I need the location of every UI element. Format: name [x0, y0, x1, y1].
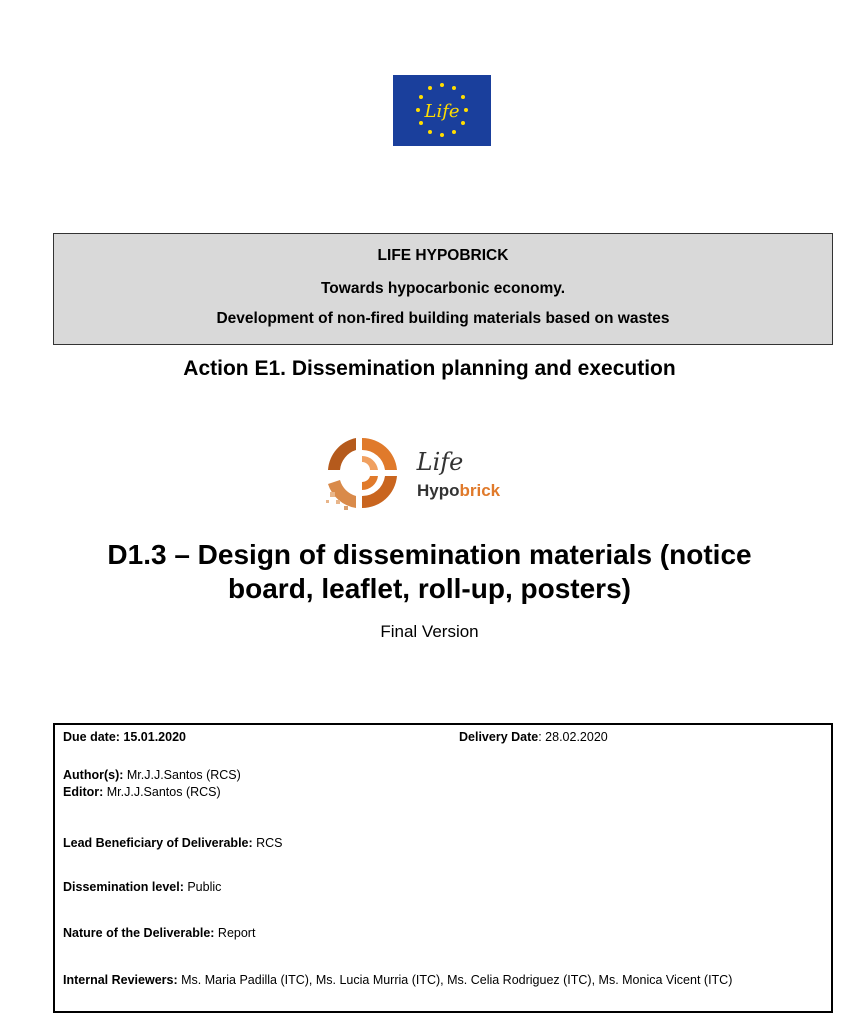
dissemination-level — [63, 880, 823, 895]
project-description: Development of non-fired building materials based on wastes — [216, 310, 670, 327]
project-header-box — [53, 233, 833, 345]
hypobrick-word-orange: brick — [459, 481, 501, 500]
deliverable-title-line1: D1.3 – Design of dissemination materials (notice — [107, 539, 752, 570]
deliverable-version: Final Version — [380, 622, 479, 641]
project-subtitle: Towards hypocarbonic economy. — [320, 280, 566, 297]
deliverable-title-line2: board, leaflet, roll-up, posters) — [228, 573, 631, 604]
deliverable-nature — [63, 926, 823, 941]
editor-value: Mr.J.J.Santos (RCS) — [103, 785, 221, 799]
eu-life-logo — [393, 75, 491, 146]
eu-life-wordmark: Life — [424, 101, 460, 122]
hypobrick-wordmark — [417, 481, 501, 500]
editor — [63, 785, 823, 800]
authors — [63, 768, 823, 783]
delivery-date-value: : 28.02.2020 — [538, 730, 608, 744]
delivery-date — [459, 730, 608, 744]
due-date-label: Due date: 15.01.2020 — [63, 730, 186, 744]
deliverable-nature-label: Nature of the Deliverable: — [63, 926, 215, 940]
deliverable-title — [0, 538, 859, 606]
project-name: LIFE HYPOBRICK — [377, 247, 509, 264]
lead-beneficiary-value: RCS — [252, 836, 283, 850]
brick-swirl-icon — [326, 438, 397, 510]
editor-label: Editor: — [63, 785, 104, 799]
action-title: Action E1. Dissemination planning and execution — [183, 357, 676, 380]
lead-beneficiary — [63, 836, 823, 851]
authors-value: Mr.J.J.Santos (RCS) — [123, 768, 241, 782]
internal-reviewers — [63, 973, 823, 988]
hypobrick-life-script: Life — [416, 448, 464, 476]
delivery-date-label: Delivery Date — [459, 730, 539, 744]
internal-reviewers-label: Internal Reviewers: — [63, 973, 178, 987]
internal-reviewers-value: Ms. Maria Padilla (ITC), Ms. Lucia Murria (ITC), Ms. Celia Rodriguez (ITC), Ms. Monica Vicent (ITC) — [177, 973, 733, 987]
due-date — [63, 730, 823, 745]
authors-label: Author(s): — [63, 768, 124, 782]
lead-beneficiary-label: Lead Beneficiary of Deliverable: — [63, 836, 253, 850]
deliverable-info-box — [53, 723, 833, 1013]
dissemination-level-label: Dissemination level: — [63, 880, 184, 894]
hypobrick-logo — [322, 430, 512, 516]
dissemination-level-value: Public — [183, 880, 222, 894]
deliverable-nature-value: Report — [214, 926, 256, 940]
hypobrick-word-dark: Hypo — [417, 481, 460, 500]
